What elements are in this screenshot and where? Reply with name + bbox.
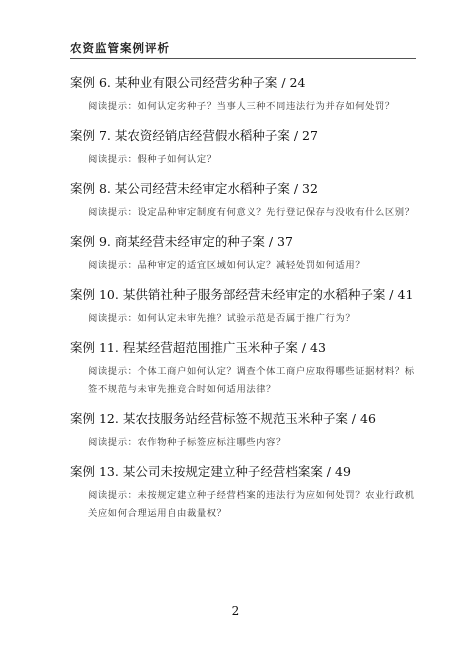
reading-hint: 阅读提示：假种子如何认定？: [88, 154, 217, 165]
reading-hint: 阅读提示：如何认定未审先推？试验示范是否属于推广行为？: [88, 313, 356, 324]
toc-entry-case-13: [70, 463, 416, 523]
running-header: 农资监管案例评析: [70, 41, 170, 55]
case-title: 案例 12. 某农技服务站经营标签不规范玉米种子案 / 46: [70, 411, 376, 426]
toc-entry-case-9: [70, 233, 416, 275]
reading-hint: 阅读提示：未按规定建立种子经营档案的违法行为应如何处罚？农业行政机关应如何合理运用自由裁量权？: [88, 490, 415, 519]
case-title: 案例 13. 某公司未按规定建立种子经营档案案 / 49: [70, 464, 351, 479]
case-title: 案例 7. 某农资经销店经营假水稻种子案 / 27: [70, 128, 318, 143]
reading-hint: 阅读提示：设定品种审定制度有何意义？先行登记保存与没收有什么区别？: [88, 207, 415, 218]
case-title: 案例 9. 商某经营未经审定的种子案 / 37: [70, 234, 293, 249]
case-title: 案例 10. 某供销社种子服务部经营未经审定的水稻种子案 / 41: [70, 287, 414, 302]
case-title: 案例 11. 程某经营超范围推广玉米种子案 / 43: [70, 340, 326, 355]
table-of-contents: [70, 74, 416, 534]
reading-hint: 阅读提示：如何认定劣种子？当事人三种不同违法行为并存如何处罚？: [88, 101, 395, 112]
page-number: 2: [231, 604, 240, 618]
toc-entry-case-8: [70, 180, 416, 222]
toc-entry-case-6: [70, 74, 416, 116]
case-title: 案例 8. 某公司经营未经审定水稻种子案 / 32: [70, 181, 318, 196]
toc-entry-case-10: [70, 286, 416, 328]
toc-entry-case-7: [70, 127, 416, 169]
reading-hint: 阅读提示：个体工商户如何认定？调查个体工商户应取得哪些证据材料？标签不规范与未审先推竞合时如何适用法律？: [88, 366, 415, 395]
reading-hint: 阅读提示：农作物种子标签应标注哪些内容？: [88, 437, 286, 448]
toc-entry-case-11: [70, 339, 416, 399]
header-rule: [70, 58, 416, 59]
toc-entry-case-12: [70, 410, 416, 452]
reading-hint: 阅读提示：品种审定的适宜区域如何认定？减轻处罚如何适用？: [88, 260, 366, 271]
case-title: 案例 6. 某种业有限公司经营劣种子案 / 24: [70, 75, 306, 90]
